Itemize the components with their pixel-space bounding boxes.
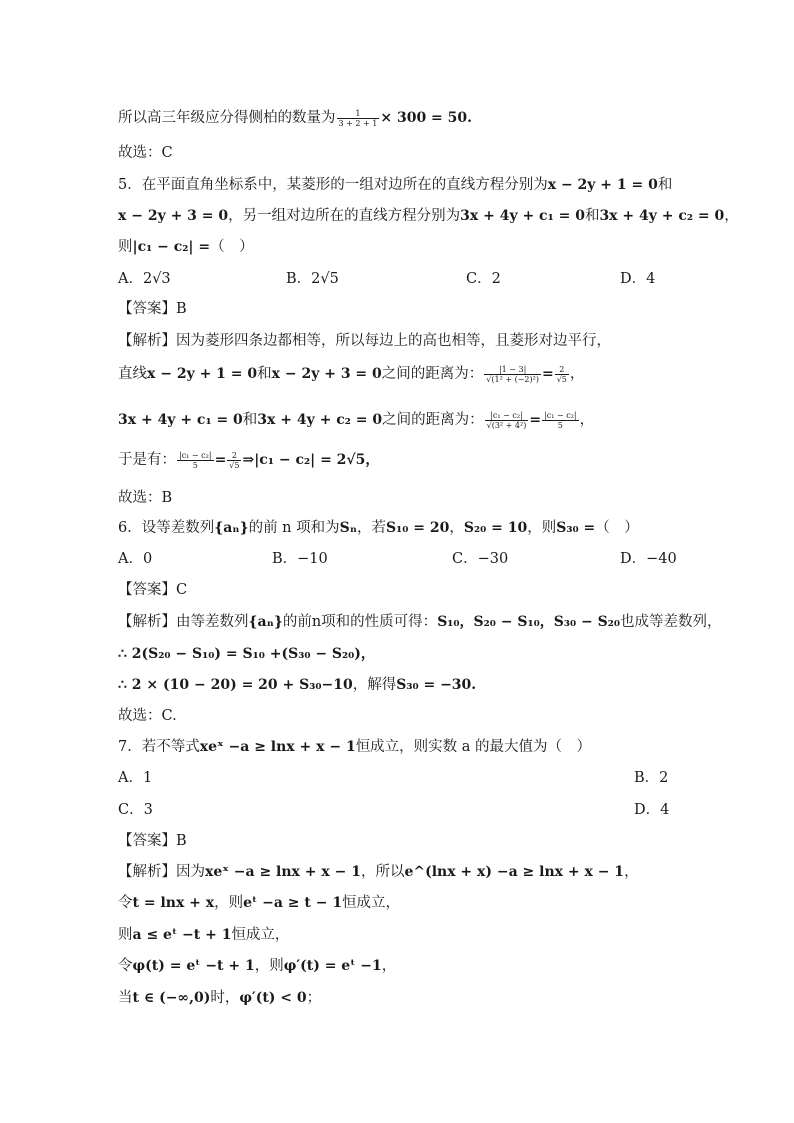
fraction: $\frac{2}{√5}$ — [556, 364, 567, 384]
q5-explanation-4: 于是有： $\frac{\text{|c₁ − c₂|}}{5}$ = $\frac{2}{√5}$ ⇒|c₁ − c₂| = 2√5， — [118, 450, 380, 470]
q6-option-b: B．−10 — [272, 551, 328, 567]
q5-explanation-3: 3x + 4y + c₁ = 0和3x + 4y + c₂ = 0之间的距离为： $\frac{\text{|c₁ − c₂|}}{\text{√(3² + 4²)}}$ = $\frac{\text{|c₁ − c₂|}}{5}$ ， — [118, 410, 595, 430]
q5-explanation-2: 直线x − 2y + 1 = 0和x − 2y + 3 = 0之间的距离为： $\frac{|1 - 3|}{\text{√(1² + (−2)²)}}$ = $\frac{2}{√5}$ ， — [118, 364, 585, 384]
fraction: $\frac{\text{|c₁ − c₂|}}{\text{√(3² + 4²)}}$ — [486, 410, 527, 430]
question-5-line-1: 5．在平面直角坐标系中，某菱形的一组对边所在的直线方程分别为x − 2y + 1 = 0和 — [118, 177, 673, 193]
q7-explanation-3: 则a ≤ eᵗ −t + 1恒成立， — [118, 927, 290, 943]
q7-explanation-1: 【解析】因为xeˣ −a ≥ lnx + x − 1，所以e^(lnx + x) −a ≥ lnx + x − 1， — [118, 864, 639, 880]
q5-explanation-1: 【解析】因为菱形四条边都相等，所以每边上的高也相等，且菱形对边平行， — [118, 333, 611, 349]
q5-answer: 【答案】B — [118, 301, 187, 317]
fraction: $\frac{2}{√5}$ — [229, 450, 240, 470]
q6-option-d: D．−40 — [620, 551, 677, 567]
q5-select: 故选：B — [118, 490, 173, 506]
q7-option-d: D．4 — [634, 802, 670, 818]
question-5-line-2: x − 2y + 3 = 0，另一组对边所在的直线方程分别为3x + 4y + c₁ = 0和3x + 4y + c₂ = 0， — [118, 208, 739, 224]
q5-option-d: D．4 — [620, 271, 656, 287]
q5-option-c: C．2 — [466, 271, 501, 287]
fraction: $\frac{\text{|c₁ − c₂|}}{5}$ — [544, 410, 577, 430]
q6-explanation-3: ∴ 2 × (10 − 20) = 20 + S₃₀−10，解得S₃₀ = −30. — [118, 677, 477, 693]
q6-explanation-2: ∴ 2(S₂₀ − S₁₀) = S₁₀ +(S₃₀ − S₂₀)， — [118, 646, 375, 662]
fraction: $\frac{\text{|c₁ − c₂|}}{5}$ — [179, 450, 212, 470]
select-line: 故选：C — [118, 145, 173, 161]
question-6-line-1: 6．设等差数列{aₙ}的前 n 项和为Sₙ，若S₁₀ = 20，S₂₀ = 10，则S₃₀ =（ ） — [118, 520, 639, 536]
q6-answer: 【答案】C — [118, 582, 188, 598]
math: × 300 = 50. — [380, 110, 473, 126]
fraction: $\frac{1}{3 + 2 + 1}$ — [338, 108, 378, 128]
q7-explanation-2: 令t = lnx + x，则eᵗ −a ≥ t − 1恒成立， — [118, 895, 401, 911]
q7-answer: 【答案】B — [118, 833, 187, 849]
q5-option-b: B．2√5 — [286, 271, 339, 287]
question-7-line-1: 7．若不等式xeˣ −a ≥ lnx + x − 1恒成立，则实数 a 的最大值为（ ） — [118, 739, 592, 755]
question-5-line-3: 则|c₁ − c₂| =（ ） — [118, 239, 254, 255]
q7-explanation-4: 令φ(t) = eᵗ −t + 1，则φ′(t) = eᵗ −1， — [118, 958, 397, 974]
q6-select: 故选：C. — [118, 708, 177, 724]
q6-option-a: A．0 — [118, 551, 153, 567]
q5-option-a: A．2√3 — [118, 271, 171, 287]
q7-explanation-5: 当t ∈ (−∞,0)时，φ′(t) < 0； — [118, 990, 322, 1006]
text: 所以高三年级应分得侧柏的数量为 — [118, 110, 336, 126]
q6-option-c: C．−30 — [452, 551, 509, 567]
q6-explanation-1: 【解析】由等差数列{aₙ}的前n项和的性质可得：S₁₀，S₂₀ − S₁₀，S₃₀ − S₂₀也成等差数列， — [118, 614, 722, 630]
fraction: $\frac{|1 - 3|}{\text{√(1² + (−2)²)}}$ — [486, 364, 539, 384]
q7-option-a: A．1 — [118, 770, 153, 786]
q7-option-c: C．3 — [118, 802, 153, 818]
q7-option-b: B．2 — [634, 770, 669, 786]
text-line — [118, 108, 472, 128]
